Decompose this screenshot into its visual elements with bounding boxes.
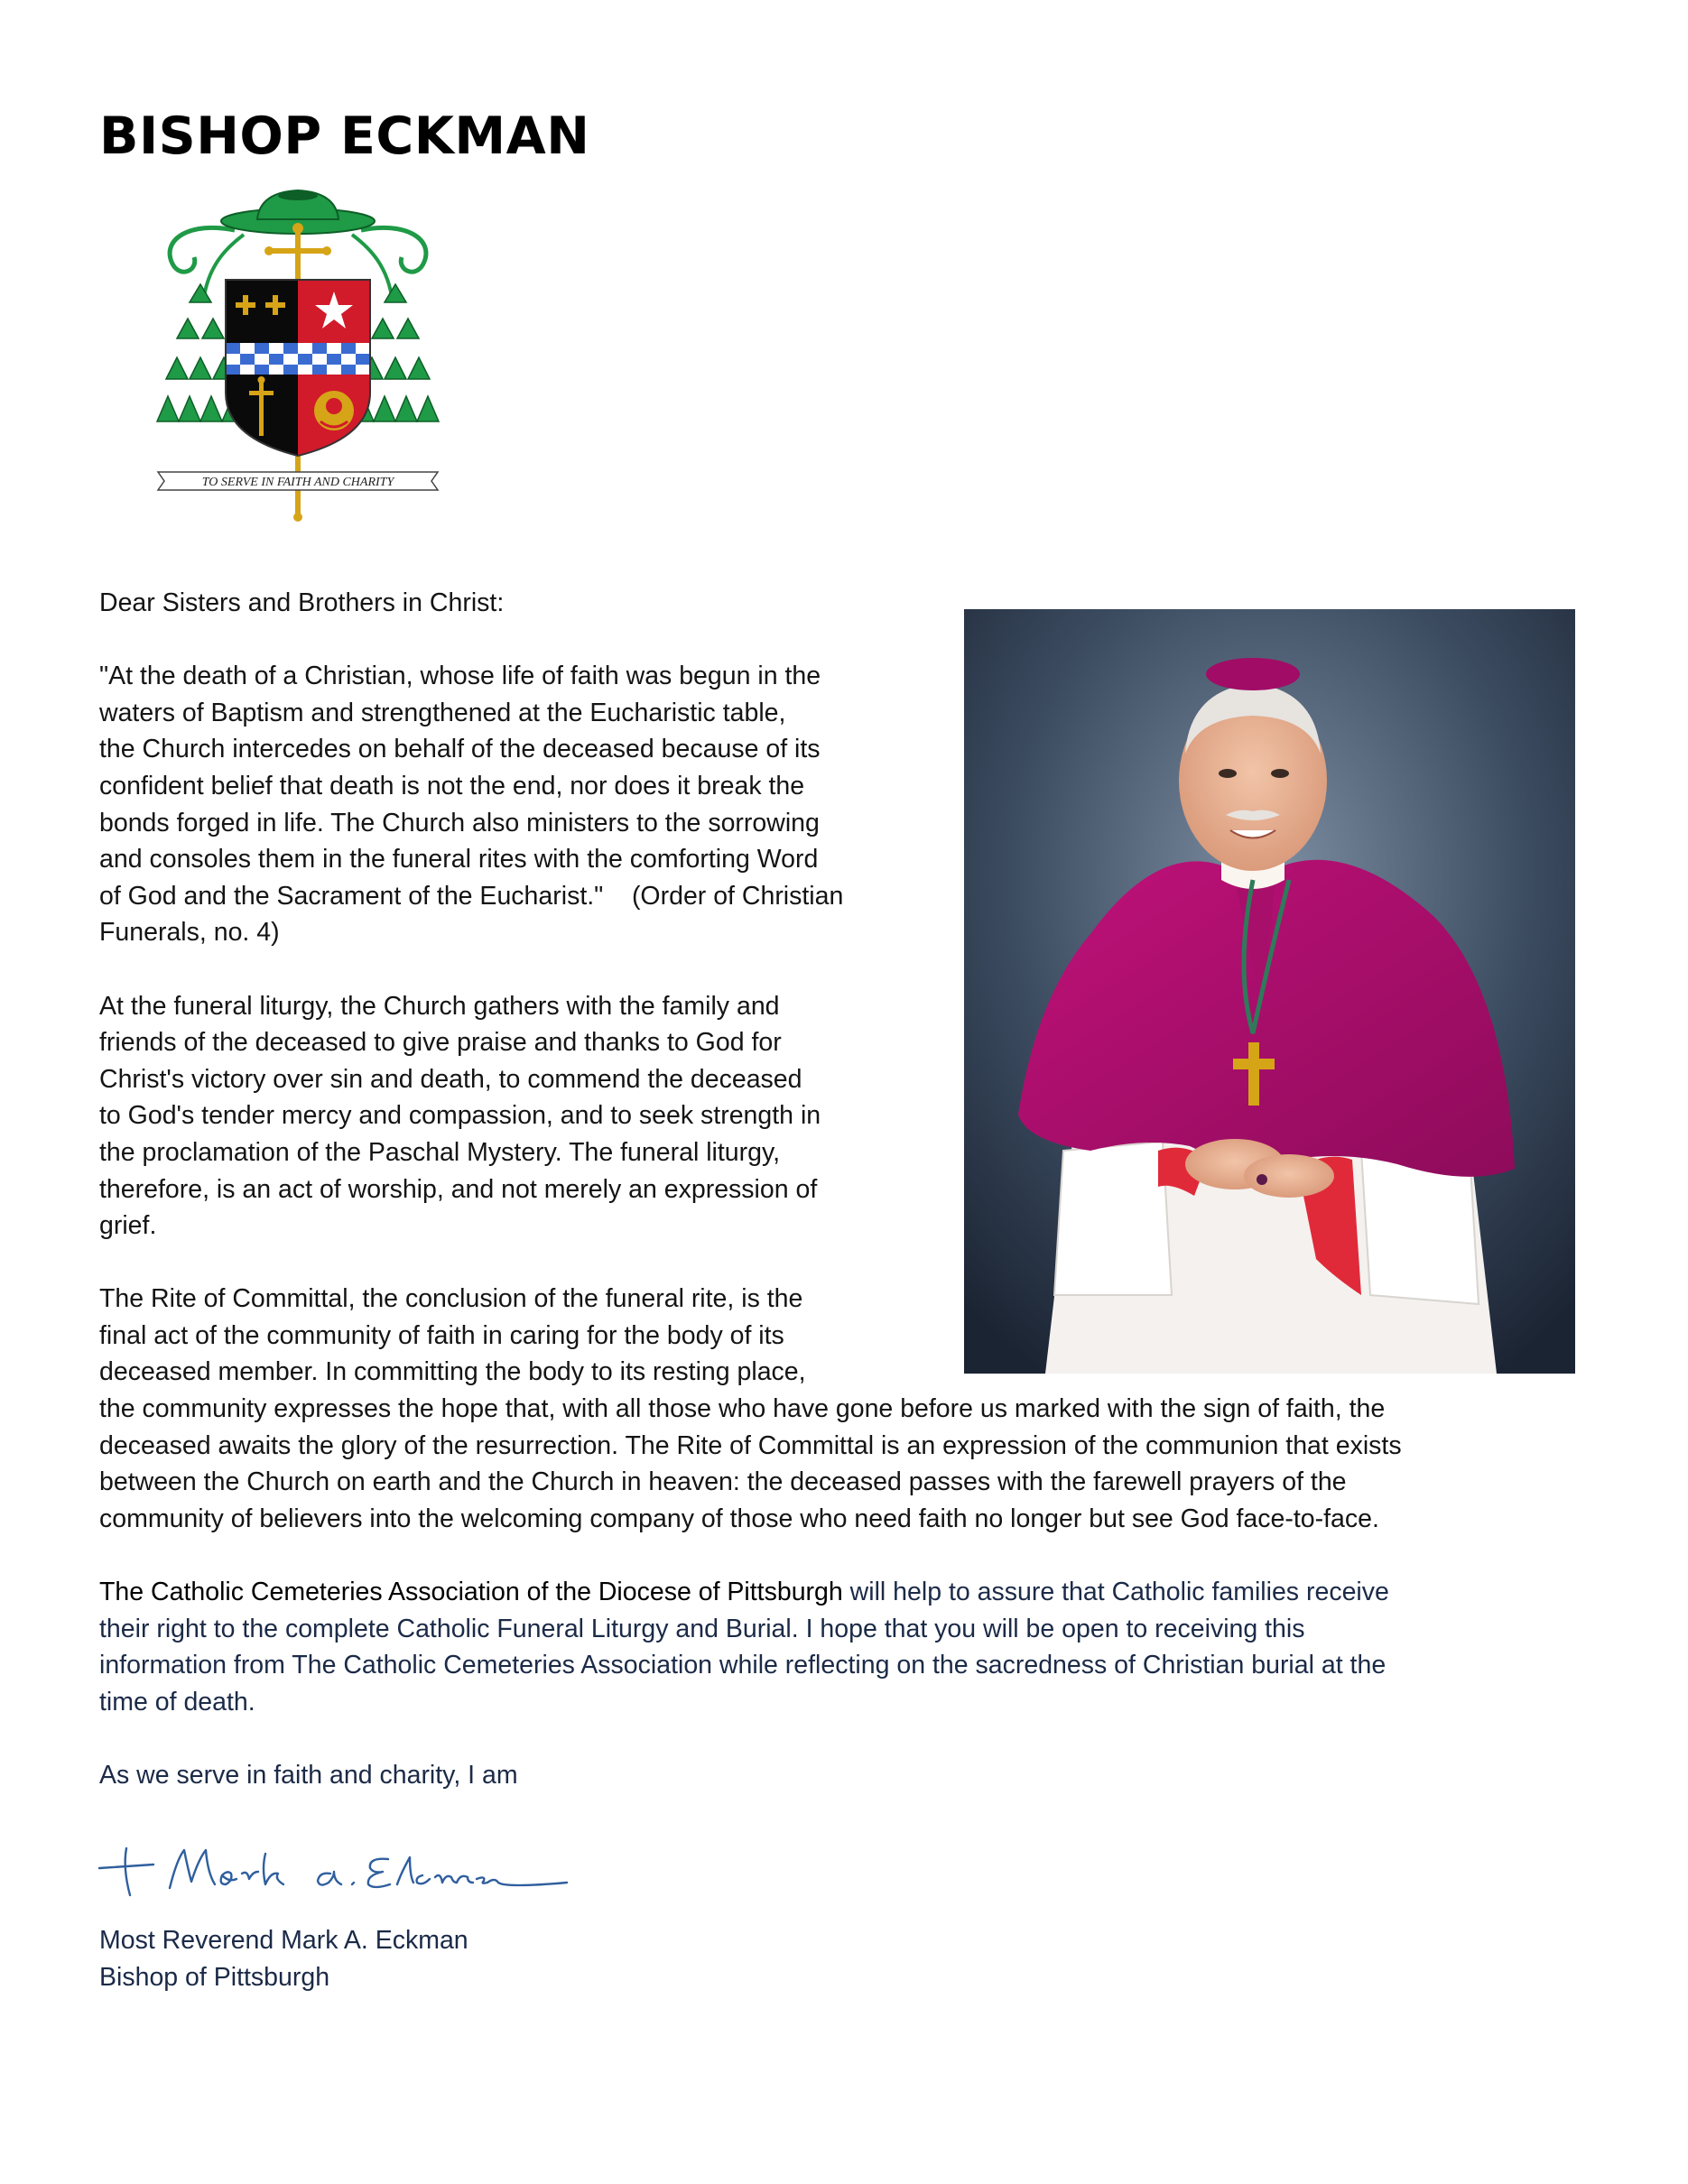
letter-column bbox=[99, 585, 966, 1391]
text-line: community of believers into the welcoming company of those who need faith no longer but see God face-to-face. bbox=[99, 1504, 1379, 1533]
text-line: The Rite of Committal, the conclusion of the funeral rite, is the bbox=[99, 1284, 803, 1314]
text-line: their right to the complete Catholic Funeral Liturgy and Burial. I hope that you will be open to receiving this bbox=[99, 1614, 1305, 1643]
cca-line-rest: will help to assure that Catholic families receive bbox=[842, 1578, 1389, 1606]
salutation: Dear Sisters and Brothers in Christ: bbox=[99, 588, 505, 617]
text-line: Funerals, no. 4) bbox=[99, 918, 280, 948]
committal-paragraph-continued bbox=[99, 1391, 1607, 1537]
text-line: bonds forged in life. The Church also ministers to the sorrowing bbox=[99, 808, 820, 838]
cca-name: The Catholic Cemeteries Association of the Diocese of Pittsburgh bbox=[99, 1578, 843, 1606]
text-line: the Church intercedes on behalf of the deceased because of its bbox=[99, 735, 821, 764]
text-line: information from The Catholic Cemeteries Association while reflecting on the sacredness of Christian burial at the bbox=[99, 1651, 1387, 1680]
text-line: therefore, is an act of worship, and not merely an expression of bbox=[99, 1174, 818, 1204]
page-title: BISHOP ECKMAN bbox=[99, 106, 590, 166]
text-line: final act of the community of faith in caring for the body of its bbox=[99, 1320, 784, 1350]
bishop-portrait bbox=[964, 609, 1575, 1374]
sign-name: Most Reverend Mark A. Eckman bbox=[99, 1926, 468, 1955]
text-line: friends of the deceased to give praise and thanks to God for bbox=[99, 1028, 782, 1058]
quote-paragraph bbox=[99, 658, 966, 951]
text-line: to God's tender mercy and compassion, and to seek strength in bbox=[99, 1101, 821, 1131]
liturgy-paragraph bbox=[99, 988, 966, 1245]
text-line: time of death. bbox=[99, 1687, 255, 1717]
handwritten-signature bbox=[97, 1832, 585, 1902]
text-line: At the funeral liturgy, the Church gathers with the family and bbox=[99, 991, 780, 1021]
text-line: "At the death of a Christian, whose life of faith was begun in the bbox=[99, 662, 821, 691]
coat-of-arms bbox=[153, 185, 442, 523]
text-line: Christ's victory over sin and death, to commend the deceased bbox=[99, 1064, 802, 1094]
text-line: and consoles them in the funeral rites with the comforting Word bbox=[99, 845, 819, 875]
text-line: grief. bbox=[99, 1211, 157, 1241]
text-line: the community expresses the hope that, with all those who have gone before us marked with the sign of faith, the bbox=[99, 1394, 1386, 1423]
committal-paragraph-start bbox=[99, 1281, 966, 1391]
text-line: the proclamation of the Paschal Mystery. The funeral liturgy, bbox=[99, 1137, 781, 1167]
crest-motto: TO SERVE IN FAITH AND CHARITY bbox=[201, 476, 394, 489]
sign-title: Bishop of Pittsburgh bbox=[99, 1962, 330, 1992]
cca-paragraph bbox=[99, 1574, 1607, 1720]
text-line: deceased member. In committing the body to its resting place, bbox=[99, 1357, 806, 1387]
closing-line: As we serve in faith and charity, I am bbox=[99, 1761, 518, 1790]
text-line: waters of Baptism and strengthened at the Eucharistic table, bbox=[99, 698, 786, 727]
signature-block bbox=[99, 1922, 468, 1995]
text-line: confident belief that death is not the end, nor does it break the bbox=[99, 771, 805, 800]
text-line: between the Church on earth and the Church in heaven: the deceased passes with the farewell prayers of the bbox=[99, 1467, 1347, 1497]
text-line: of God and the Sacrament of the Eucharist." (Order of Christian bbox=[99, 881, 844, 911]
text-line bbox=[99, 1574, 1607, 1611]
text-line: deceased awaits the glory of the resurrection. The Rite of Committal is an expression of the communion that exists bbox=[99, 1430, 1402, 1460]
